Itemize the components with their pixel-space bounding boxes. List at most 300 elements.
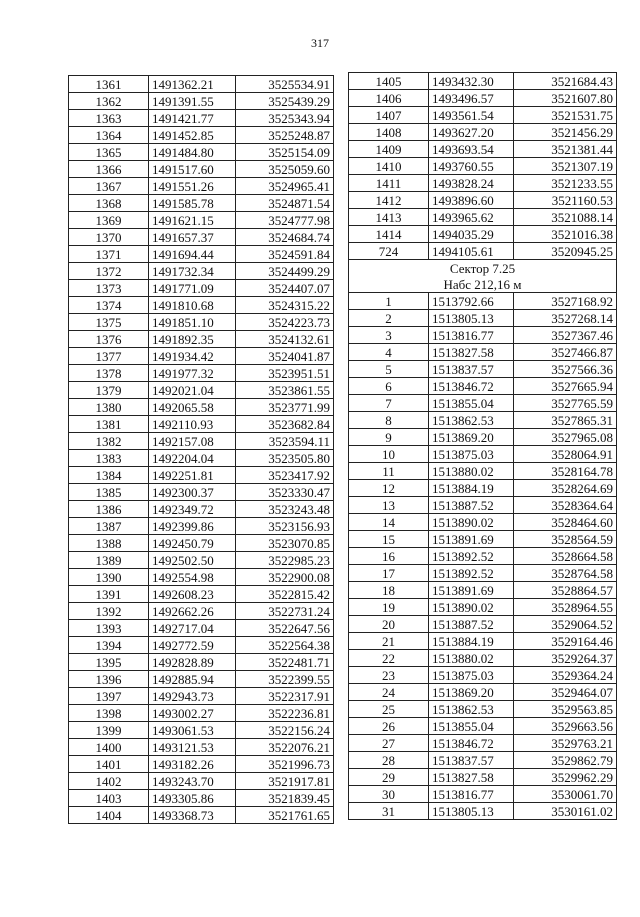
coord-y: 3529862.79: [514, 752, 617, 769]
point-number: 1412: [349, 192, 429, 209]
point-number: 14: [349, 514, 429, 531]
point-number: 1377: [69, 348, 149, 365]
coord-x: 1492662.26: [149, 603, 236, 620]
table-row: [69, 501, 334, 518]
point-number: 1379: [69, 382, 149, 399]
table-row: [69, 144, 334, 161]
coord-x: 1493243.70: [149, 773, 236, 790]
coord-x: 1491452.85: [149, 127, 236, 144]
table-row: [349, 786, 617, 803]
point-number: 1375: [69, 314, 149, 331]
table-row: [69, 127, 334, 144]
coord-y: 3528364.64: [514, 497, 617, 514]
coord-x: 1492554.98: [149, 569, 236, 586]
coord-x: 1513846.72: [429, 735, 514, 752]
coord-y: 3528064.91: [514, 446, 617, 463]
coord-y: 3524315.22: [236, 297, 334, 314]
coord-x: 1513846.72: [429, 378, 514, 395]
point-number: 1367: [69, 178, 149, 195]
point-number: 22: [349, 650, 429, 667]
coord-x: 1492450.79: [149, 535, 236, 552]
coord-x: 1493828.24: [429, 175, 514, 192]
coord-y: 3521839.45: [236, 790, 334, 807]
point-number: 11: [349, 463, 429, 480]
coord-y: 3529264.37: [514, 650, 617, 667]
table-row: [69, 178, 334, 195]
coord-x: 1513855.04: [429, 718, 514, 735]
coord-y: 3524965.41: [236, 178, 334, 195]
point-number: 29: [349, 769, 429, 786]
point-number: 1374: [69, 297, 149, 314]
coord-x: 1513816.77: [429, 327, 514, 344]
coord-x: 1493002.27: [149, 705, 236, 722]
coord-y: 3521456.29: [514, 124, 617, 141]
coord-x: 1491657.37: [149, 229, 236, 246]
coord-y: 3522156.24: [236, 722, 334, 739]
table-row: [69, 93, 334, 110]
table-row: [69, 654, 334, 671]
coord-y: 3528764.58: [514, 565, 617, 582]
table-row: [69, 229, 334, 246]
table-row: [349, 378, 617, 395]
point-number: 26: [349, 718, 429, 735]
point-number: 1406: [349, 90, 429, 107]
point-number: 1376: [69, 331, 149, 348]
point-number: 1372: [69, 263, 149, 280]
coord-x: 1493627.20: [429, 124, 514, 141]
table-row: [69, 331, 334, 348]
table-row: [349, 429, 617, 446]
point-number: 2: [349, 310, 429, 327]
point-number: 1403: [69, 790, 149, 807]
coord-y: 3528564.59: [514, 531, 617, 548]
coord-y: 3522985.23: [236, 552, 334, 569]
coord-y: 3529364.24: [514, 667, 617, 684]
point-number: 1385: [69, 484, 149, 501]
point-number: 1389: [69, 552, 149, 569]
point-number: 20: [349, 616, 429, 633]
table-row: [69, 807, 334, 824]
table-row: [349, 752, 617, 769]
coordinates-table-right: [348, 72, 617, 820]
coord-x: 1491421.77: [149, 110, 236, 127]
table-row: [349, 480, 617, 497]
coord-y: 3523330.47: [236, 484, 334, 501]
point-number: 15: [349, 531, 429, 548]
point-number: 18: [349, 582, 429, 599]
table-row: [69, 790, 334, 807]
coord-x: 1492717.04: [149, 620, 236, 637]
point-number: 1361: [69, 76, 149, 93]
coord-y: 3520945.25: [514, 243, 617, 260]
coord-y: 3527566.36: [514, 361, 617, 378]
coord-x: 1493965.62: [429, 209, 514, 226]
coord-x: 1513869.20: [429, 429, 514, 446]
coord-y: 3528964.55: [514, 599, 617, 616]
coord-y: 3527367.46: [514, 327, 617, 344]
coord-y: 3529563.85: [514, 701, 617, 718]
table-row: [69, 246, 334, 263]
point-number: 4: [349, 344, 429, 361]
coord-y: 3528664.58: [514, 548, 617, 565]
point-number: 1363: [69, 110, 149, 127]
table-row: [69, 212, 334, 229]
point-number: 16: [349, 548, 429, 565]
point-number: 1382: [69, 433, 149, 450]
coord-x: 1493182.26: [149, 756, 236, 773]
coord-x: 1492021.04: [149, 382, 236, 399]
coord-x: 1513862.53: [429, 701, 514, 718]
point-number: 1392: [69, 603, 149, 620]
point-number: 1407: [349, 107, 429, 124]
coord-x: 1491517.60: [149, 161, 236, 178]
coord-x: 1491484.80: [149, 144, 236, 161]
point-number: 9: [349, 429, 429, 446]
coord-y: 3529962.29: [514, 769, 617, 786]
coord-x: 1513875.03: [429, 667, 514, 684]
coord-x: 1491391.55: [149, 93, 236, 110]
coord-x: 1491694.44: [149, 246, 236, 263]
coord-x: 1513880.02: [429, 650, 514, 667]
table-row: [349, 701, 617, 718]
point-number: 1398: [69, 705, 149, 722]
point-number: 28: [349, 752, 429, 769]
point-number: 1384: [69, 467, 149, 484]
coord-y: 3521531.75: [514, 107, 617, 124]
table-row: [69, 773, 334, 790]
coord-y: 3523861.55: [236, 382, 334, 399]
table-row: [69, 195, 334, 212]
table-row: [69, 552, 334, 569]
coord-x: 1492502.50: [149, 552, 236, 569]
point-number: 24: [349, 684, 429, 701]
point-number: 13: [349, 497, 429, 514]
coord-y: 3529164.46: [514, 633, 617, 650]
coord-x: 1493305.86: [149, 790, 236, 807]
coord-x: 1513805.13: [429, 310, 514, 327]
table-row: [69, 518, 334, 535]
coord-y: 3524407.07: [236, 280, 334, 297]
table-row: [69, 620, 334, 637]
table-row: [349, 565, 617, 582]
coord-y: 3523682.84: [236, 416, 334, 433]
coord-x: 1492251.81: [149, 467, 236, 484]
table-row: [69, 671, 334, 688]
coord-y: 3527466.87: [514, 344, 617, 361]
coord-x: 1491851.10: [149, 314, 236, 331]
table-row: [69, 416, 334, 433]
coord-y: 3524871.54: [236, 195, 334, 212]
coord-y: 3521996.73: [236, 756, 334, 773]
point-number: 1400: [69, 739, 149, 756]
coord-x: 1493496.57: [429, 90, 514, 107]
point-number: 1408: [349, 124, 429, 141]
coord-x: 1513837.57: [429, 752, 514, 769]
coord-y: 3524499.29: [236, 263, 334, 280]
coord-x: 1513792.66: [429, 293, 514, 310]
point-number: 1404: [69, 807, 149, 824]
table-row: [349, 599, 617, 616]
coord-y: 3527965.08: [514, 429, 617, 446]
point-number: 1394: [69, 637, 149, 654]
coord-y: 3524777.98: [236, 212, 334, 229]
coord-y: 3525534.91: [236, 76, 334, 93]
table-row: [349, 141, 617, 158]
coord-x: 1513890.02: [429, 599, 514, 616]
point-number: 1381: [69, 416, 149, 433]
table-row: [349, 684, 617, 701]
point-number: 1370: [69, 229, 149, 246]
coord-y: 3527765.59: [514, 395, 617, 412]
table-row: [69, 484, 334, 501]
coord-y: 3527168.92: [514, 293, 617, 310]
coord-y: 3521607.80: [514, 90, 617, 107]
table-row: [69, 348, 334, 365]
coord-x: 1492157.08: [149, 433, 236, 450]
coord-y: 3522317.91: [236, 688, 334, 705]
point-number: 1396: [69, 671, 149, 688]
coord-y: 3527865.31: [514, 412, 617, 429]
point-number: 1366: [69, 161, 149, 178]
coord-y: 3528864.57: [514, 582, 617, 599]
point-number: 1386: [69, 501, 149, 518]
point-number: 1387: [69, 518, 149, 535]
table-row: [349, 769, 617, 786]
coord-y: 3528264.69: [514, 480, 617, 497]
table-row: [69, 161, 334, 178]
point-number: 1: [349, 293, 429, 310]
coord-x: 1491771.09: [149, 280, 236, 297]
point-number: 1378: [69, 365, 149, 382]
point-number: 19: [349, 599, 429, 616]
table-row: [349, 616, 617, 633]
table-row: [349, 226, 617, 243]
coord-x: 1491934.42: [149, 348, 236, 365]
coord-y: 3521088.14: [514, 209, 617, 226]
coord-y: 3527665.94: [514, 378, 617, 395]
coord-x: 1513855.04: [429, 395, 514, 412]
coord-x: 1513816.77: [429, 786, 514, 803]
coord-y: 3522076.21: [236, 739, 334, 756]
coord-x: 1492828.89: [149, 654, 236, 671]
point-number: 23: [349, 667, 429, 684]
table-row: [349, 73, 617, 90]
coord-x: 1513891.69: [429, 531, 514, 548]
coord-x: 1493368.73: [149, 807, 236, 824]
coord-y: 3525248.87: [236, 127, 334, 144]
coord-y: 3528464.60: [514, 514, 617, 531]
point-number: 1373: [69, 280, 149, 297]
coord-x: 1491551.26: [149, 178, 236, 195]
point-number: 8: [349, 412, 429, 429]
table-row: [349, 175, 617, 192]
point-number: 3: [349, 327, 429, 344]
point-number: 1369: [69, 212, 149, 229]
coord-x: 1493896.60: [429, 192, 514, 209]
point-number: 1411: [349, 175, 429, 192]
coord-x: 1494035.29: [429, 226, 514, 243]
point-number: 1414: [349, 226, 429, 243]
coord-x: 1513869.20: [429, 684, 514, 701]
point-number: 1409: [349, 141, 429, 158]
point-number: 17: [349, 565, 429, 582]
coord-x: 1492110.93: [149, 416, 236, 433]
point-number: 27: [349, 735, 429, 752]
table-row: [69, 586, 334, 603]
coord-y: 3521917.81: [236, 773, 334, 790]
table-row: [69, 365, 334, 382]
table-row: [349, 718, 617, 735]
table-row: [349, 531, 617, 548]
table-row: [349, 412, 617, 429]
coord-y: 3524041.87: [236, 348, 334, 365]
table-row: [69, 433, 334, 450]
table-row: [69, 535, 334, 552]
table-row: [349, 209, 617, 226]
page-number: 317: [311, 36, 329, 50]
point-number: 1397: [69, 688, 149, 705]
point-number: 1362: [69, 93, 149, 110]
point-number: 12: [349, 480, 429, 497]
table-row: [69, 280, 334, 297]
coord-y: 3524223.73: [236, 314, 334, 331]
coord-y: 3523771.99: [236, 399, 334, 416]
coord-y: 3521684.43: [514, 73, 617, 90]
table-row: [349, 582, 617, 599]
point-number: 1413: [349, 209, 429, 226]
table-row: [349, 107, 617, 124]
table-row: [349, 243, 617, 260]
point-number: 6: [349, 378, 429, 395]
section-title: Сектор 7.25: [349, 260, 617, 277]
coord-y: 3525439.29: [236, 93, 334, 110]
coord-y: 3522731.24: [236, 603, 334, 620]
point-number: 5: [349, 361, 429, 378]
point-number: 21: [349, 633, 429, 650]
table-row: [69, 756, 334, 773]
coord-x: 1492943.73: [149, 688, 236, 705]
coord-x: 1492399.86: [149, 518, 236, 535]
point-number: 1383: [69, 450, 149, 467]
coord-y: 3523594.11: [236, 433, 334, 450]
coord-x: 1513884.19: [429, 633, 514, 650]
table-row: [349, 395, 617, 412]
table-row: [349, 463, 617, 480]
coord-x: 1491810.68: [149, 297, 236, 314]
coord-x: 1493760.55: [429, 158, 514, 175]
point-number: 1405: [349, 73, 429, 90]
coordinates-table-left: [68, 75, 334, 824]
coord-x: 1491362.21: [149, 76, 236, 93]
table-row: [69, 637, 334, 654]
table-row: [349, 497, 617, 514]
coord-x: 1513892.52: [429, 548, 514, 565]
point-number: 25: [349, 701, 429, 718]
coord-x: 1513890.02: [429, 514, 514, 531]
coord-y: 3523156.93: [236, 518, 334, 535]
table-row: [349, 361, 617, 378]
coord-x: 1513891.69: [429, 582, 514, 599]
coord-x: 1513880.02: [429, 463, 514, 480]
table-row: [349, 735, 617, 752]
point-number: 1371: [69, 246, 149, 263]
coord-y: 3521233.55: [514, 175, 617, 192]
table-row: [349, 124, 617, 141]
section-area-row: [349, 276, 617, 293]
coord-y: 3529464.07: [514, 684, 617, 701]
point-number: 1395: [69, 654, 149, 671]
table-row: [69, 76, 334, 93]
coord-y: 3521381.44: [514, 141, 617, 158]
coord-x: 1513827.58: [429, 769, 514, 786]
coord-y: 3521160.53: [514, 192, 617, 209]
coord-x: 1513884.19: [429, 480, 514, 497]
table-row: [349, 293, 617, 310]
table-row: [69, 467, 334, 484]
coord-x: 1513892.52: [429, 565, 514, 582]
table-row: [69, 263, 334, 280]
coord-y: 3521761.65: [236, 807, 334, 824]
table-row: [69, 399, 334, 416]
table-row: [349, 327, 617, 344]
coord-x: 1492204.04: [149, 450, 236, 467]
table-row: [349, 90, 617, 107]
coord-x: 1492608.23: [149, 586, 236, 603]
table-row: [69, 705, 334, 722]
coord-x: 1513875.03: [429, 446, 514, 463]
coord-x: 1493121.53: [149, 739, 236, 756]
coord-x: 1513837.57: [429, 361, 514, 378]
table-row: [69, 314, 334, 331]
coord-x: 1493561.54: [429, 107, 514, 124]
table-row: [349, 803, 617, 820]
point-number: 1388: [69, 535, 149, 552]
coord-x: 1494105.61: [429, 243, 514, 260]
point-number: 1402: [69, 773, 149, 790]
coord-y: 3523417.92: [236, 467, 334, 484]
point-number: 1391: [69, 586, 149, 603]
coord-y: 3522564.38: [236, 637, 334, 654]
table-row: [69, 569, 334, 586]
coord-y: 3525059.60: [236, 161, 334, 178]
point-number: 10: [349, 446, 429, 463]
coord-x: 1513887.52: [429, 616, 514, 633]
table-row: [349, 633, 617, 650]
coord-x: 1492349.72: [149, 501, 236, 518]
table-row: [349, 158, 617, 175]
table-row: [69, 688, 334, 705]
table-row: [349, 650, 617, 667]
coord-x: 1491977.32: [149, 365, 236, 382]
coord-x: 1491621.15: [149, 212, 236, 229]
table-row: [349, 344, 617, 361]
table-row: [349, 192, 617, 209]
coord-y: 3524132.61: [236, 331, 334, 348]
table-row: [69, 297, 334, 314]
coord-y: 3523505.80: [236, 450, 334, 467]
coord-x: 1491585.78: [149, 195, 236, 212]
table-row: [69, 603, 334, 620]
coord-x: 1491732.34: [149, 263, 236, 280]
coord-x: 1492300.37: [149, 484, 236, 501]
coord-y: 3522481.71: [236, 654, 334, 671]
coord-y: 3521016.38: [514, 226, 617, 243]
coord-y: 3525154.09: [236, 144, 334, 161]
coord-y: 3522815.42: [236, 586, 334, 603]
coord-y: 3524684.74: [236, 229, 334, 246]
table-row: [69, 450, 334, 467]
coord-y: 3522236.81: [236, 705, 334, 722]
